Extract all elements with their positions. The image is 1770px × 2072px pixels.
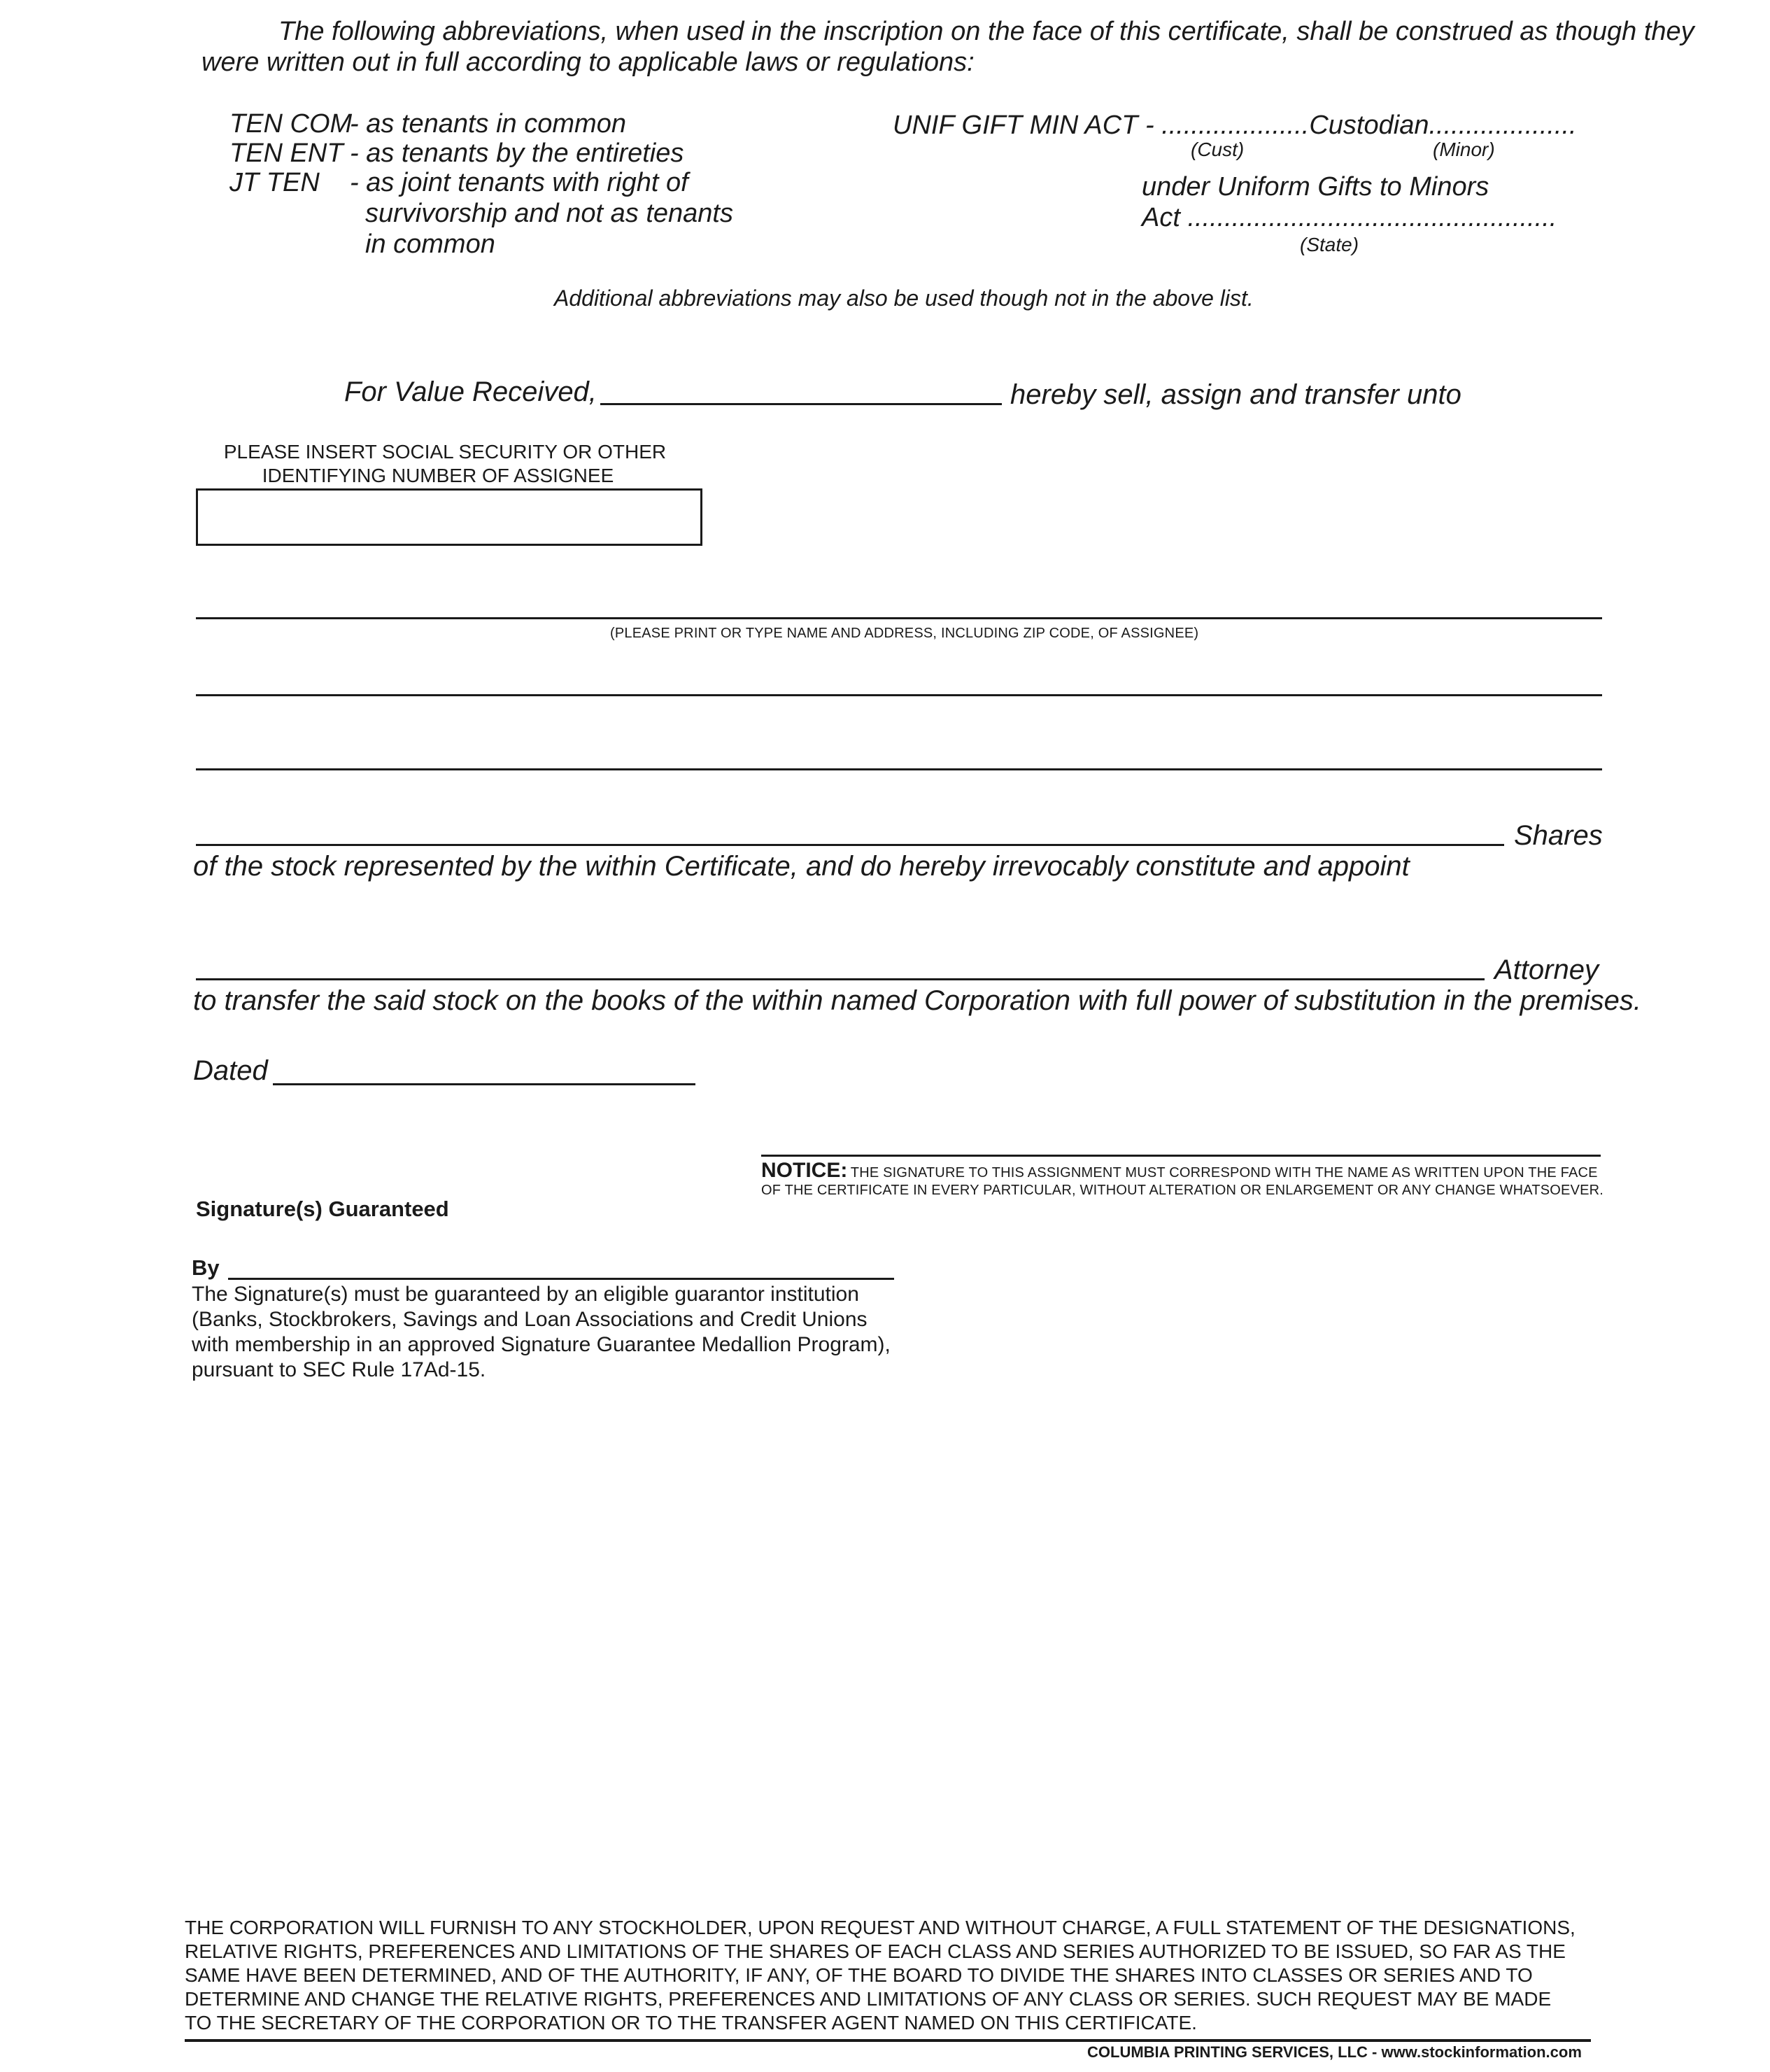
notice-block xyxy=(761,1159,1598,1183)
assignee-name-line[interactable] xyxy=(196,617,1602,619)
assignee-address-line-1[interactable] xyxy=(196,694,1602,696)
ugma-line-2: under Uniform Gifts to Minors xyxy=(1142,172,1489,202)
abbr-ten-ent-code: TEN ENT xyxy=(229,139,344,168)
attorney-text: to transfer the said stock on the books of the within named Corporation with full power of substitution in the premises. xyxy=(193,985,1641,1016)
footer-statement xyxy=(185,1916,1576,2035)
footer-line-1: THE CORPORATION WILL FURNISH TO ANY STOCKHOLDER, UPON REQUEST AND WITHOUT CHARGE, A FULL STATEMENT OF THE DESIGNATIONS, xyxy=(185,1917,1576,1938)
date-line[interactable] xyxy=(273,1083,695,1085)
footer-line-2: RELATIVE RIGHTS, PREFERENCES AND LIMITATIONS OF THE SHARES OF EACH CLASS AND SERIES AUTHORIZED TO BE ISSUED, SO FAR AS THE xyxy=(185,1940,1566,1962)
shares-label: Shares xyxy=(1514,820,1603,851)
footer-line-4: DETERMINE AND CHANGE THE RELATIVE RIGHTS, PREFERENCES AND LIMITATIONS OF ANY CLASS OR SERIES. SUCH REQUEST MAY BE MADE xyxy=(185,1988,1552,2010)
attorney-name-line[interactable] xyxy=(196,978,1485,980)
signature-guaranteed-heading: Signature(s) Guaranteed xyxy=(196,1197,449,1221)
footer-line-3: SAME HAVE BEEN DETERMINED, AND OF THE AUTHORITY, IF ANY, OF THE BOARD TO DIVIDE THE SHARES INTO CLASSES OR SERIES AND TO xyxy=(185,1964,1533,1986)
notice-line-2: OF THE CERTIFICATE IN EVERY PARTICULAR, WITHOUT ALTERATION OR ENLARGEMENT OR ANY CHANGE WHATSOEVER. xyxy=(761,1183,1604,1198)
ugma-line-3: Act .................................................. xyxy=(1142,203,1557,232)
ssn-label-2: IDENTIFYING NUMBER OF ASSIGNEE xyxy=(262,465,614,486)
guarantor-signature-line[interactable] xyxy=(228,1278,894,1280)
ugma-state-caption: (State) xyxy=(1300,234,1359,255)
signature-line[interactable] xyxy=(761,1155,1601,1157)
intro-line-2: were written out in full according to applicable laws or regulations: xyxy=(201,48,975,77)
assignee-caption: (PLEASE PRINT OR TYPE NAME AND ADDRESS, INCLUDING ZIP CODE, OF ASSIGNEE) xyxy=(610,626,1199,641)
guarantor-by-label: By xyxy=(192,1255,220,1280)
abbr-ten-com-code: TEN COM xyxy=(229,109,353,139)
ugma-line-1: UNIF GIFT MIN ACT - ....................Custodian.................... xyxy=(893,111,1577,140)
assignee-address-line-2[interactable] xyxy=(196,768,1602,770)
intro-line-1: The following abbreviations, when used in the inscription on the face of this certificate, shall be construed as though they xyxy=(278,17,1694,46)
footer-line-5: TO THE SECRETARY OF THE CORPORATION OR TO THE TRANSFER AGENT NAMED ON THIS CERTIFICATE. xyxy=(185,2012,1197,2034)
guarantee-line-3: with membership in an approved Signature Guarantee Medallion Program), xyxy=(192,1333,891,1356)
attorney-label: Attorney xyxy=(1494,954,1599,985)
additional-abbreviations-note: Additional abbreviations may also be used though not in the above list. xyxy=(554,286,1254,311)
ugma-cust-caption: (Cust) xyxy=(1191,139,1245,160)
dated-label: Dated xyxy=(193,1055,268,1086)
shares-count-line[interactable] xyxy=(196,844,1504,846)
shares-text: of the stock represented by the within Certificate, and do hereby irrevocably constitute and appoint xyxy=(193,851,1410,882)
abbr-ten-com-desc: - as tenants in common xyxy=(350,109,626,139)
abbr-jt-ten-desc-3: in common xyxy=(365,230,495,259)
notice-line-1: THE SIGNATURE TO THIS ASSIGNMENT MUST CORRESPOND WITH THE NAME AS WRITTEN UPON THE FACE xyxy=(850,1165,1598,1181)
footer-rule xyxy=(185,2039,1591,2042)
ssn-label-1: PLEASE INSERT SOCIAL SECURITY OR OTHER xyxy=(223,441,667,463)
ugma-minor-caption: (Minor) xyxy=(1433,139,1495,160)
printer-credit: COLUMBIA PRINTING SERVICES, LLC - www.stockinformation.com xyxy=(1087,2043,1582,2061)
guarantee-line-4: pursuant to SEC Rule 17Ad-15. xyxy=(192,1358,486,1381)
guarantee-line-2: (Banks, Stockbrokers, Savings and Loan Associations and Credit Unions xyxy=(192,1308,868,1331)
hereby-transfer-label: hereby sell, assign and transfer unto xyxy=(1010,379,1461,410)
abbr-jt-ten-code: JT TEN xyxy=(229,168,320,197)
notice-heading: NOTICE: xyxy=(761,1159,848,1182)
for-value-received-label: For Value Received, xyxy=(344,376,597,407)
ssn-input-box[interactable] xyxy=(196,488,702,546)
abbr-jt-ten-desc-1: - as joint tenants with right of xyxy=(350,168,688,197)
guarantee-line-1: The Signature(s) must be guaranteed by an eligible guarantor institution xyxy=(192,1283,859,1306)
seller-name-line[interactable] xyxy=(600,403,1002,405)
abbr-jt-ten-desc-2: survivorship and not as tenants xyxy=(365,199,733,228)
guarantee-text xyxy=(192,1282,919,1383)
abbr-ten-ent-desc: - as tenants by the entireties xyxy=(350,139,684,168)
